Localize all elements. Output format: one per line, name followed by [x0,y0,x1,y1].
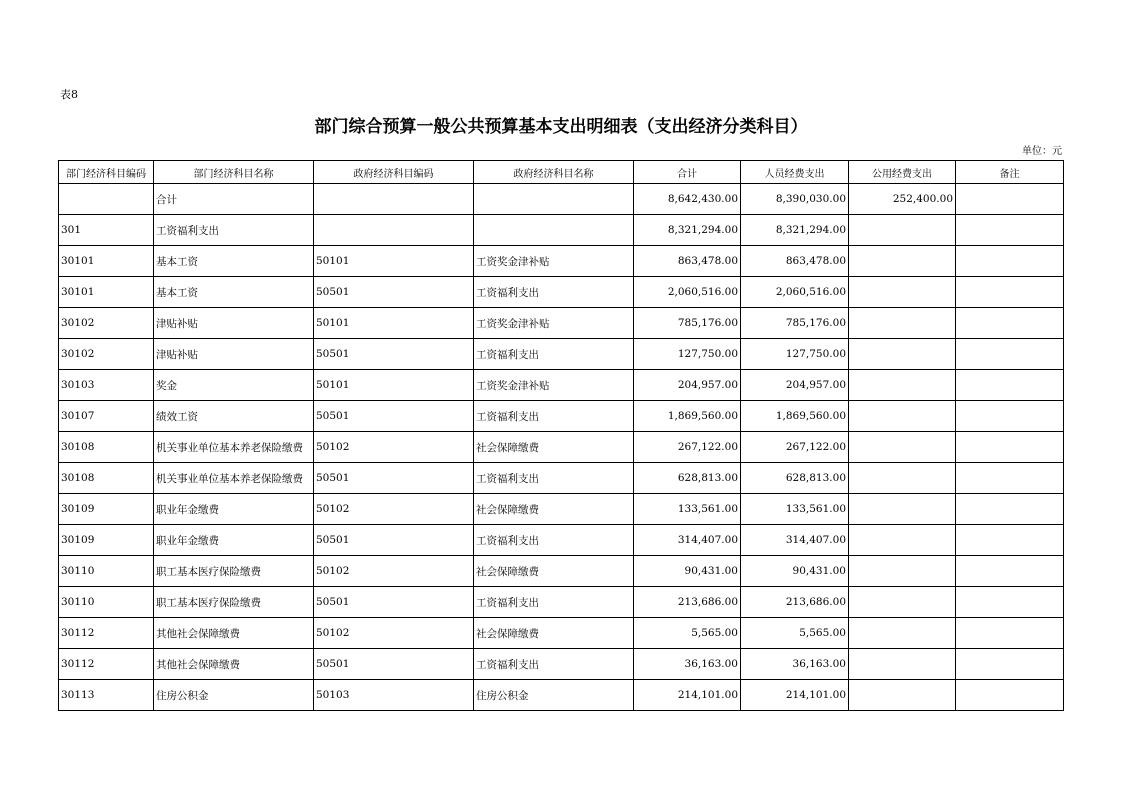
cell-gov-code: 50501 [314,525,474,556]
cell-dept-name: 基本工资 [154,246,314,277]
cell-public [849,587,956,618]
cell-public [849,525,956,556]
cell-dept-code: 30101 [59,246,154,277]
cell-personnel: 5,565.00 [741,618,849,649]
table-row [59,463,1064,494]
cell-gov-name: 工资福利支出 [474,339,634,370]
cell-note [956,246,1064,277]
table-row [59,432,1064,463]
table-row [59,587,1064,618]
cell-dept-name: 基本工资 [154,277,314,308]
col-header-public: 公用经费支出 [849,161,956,184]
table-row [59,680,1064,711]
cell-gov-code: 50501 [314,401,474,432]
cell-gov-code: 50102 [314,494,474,525]
cell-total: 785,176.00 [634,308,741,339]
cell-dept-name: 职工基本医疗保险缴费 [154,556,314,587]
cell-gov-code: 50101 [314,370,474,401]
cell-public [849,277,956,308]
cell-personnel: 204,957.00 [741,370,849,401]
cell-dept-code: 30102 [59,308,154,339]
cell-gov-name: 工资奖金津补贴 [474,370,634,401]
cell-public: 252,400.00 [849,184,956,215]
cell-dept-code: 30110 [59,556,154,587]
cell-total: 314,407.00 [634,525,741,556]
cell-total: 8,321,294.00 [634,215,741,246]
cell-gov-name [474,215,634,246]
cell-dept-code: 301 [59,215,154,246]
cell-dept-name: 奖金 [154,370,314,401]
cell-gov-name: 社会保障缴费 [474,494,634,525]
cell-dept-code: 30109 [59,525,154,556]
table-row [59,370,1064,401]
budget-table [58,160,1064,711]
cell-dept-name: 合计 [154,184,314,215]
cell-note [956,370,1064,401]
cell-public [849,494,956,525]
cell-note [956,463,1064,494]
cell-personnel: 2,060,516.00 [741,277,849,308]
cell-total: 2,060,516.00 [634,277,741,308]
cell-dept-code: 30108 [59,432,154,463]
cell-gov-name: 工资奖金津补贴 [474,308,634,339]
cell-note [956,308,1064,339]
cell-gov-name: 住房公积金 [474,680,634,711]
cell-gov-code: 50101 [314,308,474,339]
page-title: 部门综合预算一般公共预算基本支出明细表（支出经济分类科目） [314,117,808,137]
cell-note [956,184,1064,215]
cell-gov-name: 工资福利支出 [474,401,634,432]
cell-note [956,401,1064,432]
table-label: 表8 [60,88,78,101]
table-row [59,494,1064,525]
cell-gov-name: 工资福利支出 [474,649,634,680]
cell-total: 5,565.00 [634,618,741,649]
cell-total: 1,869,560.00 [634,401,741,432]
col-header-dept-code: 部门经济科目编码 [59,161,154,184]
cell-gov-code [314,184,474,215]
unit-label: 单位：元 [1022,146,1062,157]
cell-total: 213,686.00 [634,587,741,618]
col-header-dept-name: 部门经济科目名称 [154,161,314,184]
table-row [59,525,1064,556]
cell-public [849,339,956,370]
cell-dept-code: 30101 [59,277,154,308]
cell-public [849,308,956,339]
cell-public [849,246,956,277]
cell-public [849,556,956,587]
cell-dept-code: 30110 [59,587,154,618]
cell-note [956,494,1064,525]
table-row [59,618,1064,649]
cell-gov-name [474,184,634,215]
cell-total: 8,642,430.00 [634,184,741,215]
cell-note [956,339,1064,370]
cell-gov-code: 50102 [314,432,474,463]
cell-personnel: 267,122.00 [741,432,849,463]
cell-dept-code: 30112 [59,618,154,649]
cell-personnel: 90,431.00 [741,556,849,587]
cell-total: 133,561.00 [634,494,741,525]
cell-dept-name: 其他社会保障缴费 [154,649,314,680]
cell-dept-code: 30102 [59,339,154,370]
table-row [59,246,1064,277]
cell-gov-code: 50501 [314,277,474,308]
cell-public [849,618,956,649]
cell-total: 36,163.00 [634,649,741,680]
cell-personnel: 628,813.00 [741,463,849,494]
table-row [59,215,1064,246]
cell-dept-code: 30112 [59,649,154,680]
cell-gov-code: 50103 [314,680,474,711]
cell-public [849,215,956,246]
table-row [59,339,1064,370]
cell-dept-code: 30108 [59,463,154,494]
cell-personnel: 314,407.00 [741,525,849,556]
cell-dept-name: 津贴补贴 [154,339,314,370]
cell-dept-name: 其他社会保障缴费 [154,618,314,649]
cell-dept-name: 职业年金缴费 [154,494,314,525]
cell-dept-name: 绩效工资 [154,401,314,432]
cell-note [956,215,1064,246]
cell-gov-code: 50102 [314,618,474,649]
cell-gov-code: 50501 [314,463,474,494]
table-row [59,184,1064,215]
cell-gov-name: 工资福利支出 [474,463,634,494]
cell-total: 267,122.00 [634,432,741,463]
cell-dept-code: 30109 [59,494,154,525]
cell-gov-name: 工资福利支出 [474,587,634,618]
cell-personnel: 214,101.00 [741,680,849,711]
cell-public [849,370,956,401]
cell-gov-name: 工资福利支出 [474,277,634,308]
cell-gov-code: 50501 [314,649,474,680]
cell-total: 90,431.00 [634,556,741,587]
cell-personnel: 785,176.00 [741,308,849,339]
cell-total: 127,750.00 [634,339,741,370]
cell-personnel: 1,869,560.00 [741,401,849,432]
cell-total: 214,101.00 [634,680,741,711]
cell-public [849,463,956,494]
cell-personnel: 8,321,294.00 [741,215,849,246]
cell-total: 863,478.00 [634,246,741,277]
cell-dept-code: 30113 [59,680,154,711]
col-header-gov-name: 政府经济科目名称 [474,161,634,184]
cell-dept-name: 住房公积金 [154,680,314,711]
cell-dept-name: 津贴补贴 [154,308,314,339]
col-header-gov-code: 政府经济科目编码 [314,161,474,184]
cell-personnel: 863,478.00 [741,246,849,277]
col-header-personnel: 人员经费支出 [741,161,849,184]
cell-personnel: 8,390,030.00 [741,184,849,215]
cell-personnel: 133,561.00 [741,494,849,525]
cell-note [956,587,1064,618]
table-row [59,649,1064,680]
cell-note [956,618,1064,649]
col-header-note: 备注 [956,161,1064,184]
cell-gov-code: 50102 [314,556,474,587]
cell-personnel: 127,750.00 [741,339,849,370]
cell-total: 204,957.00 [634,370,741,401]
table-header-row [59,161,1064,184]
cell-gov-name: 工资奖金津补贴 [474,246,634,277]
cell-gov-name: 社会保障缴费 [474,432,634,463]
cell-dept-name: 机关事业单位基本养老保险缴费 [154,432,314,463]
cell-dept-code: 30103 [59,370,154,401]
cell-public [849,649,956,680]
cell-dept-name: 职业年金缴费 [154,525,314,556]
cell-dept-code: 30107 [59,401,154,432]
cell-gov-code: 50501 [314,339,474,370]
table-row [59,556,1064,587]
cell-gov-name: 社会保障缴费 [474,618,634,649]
cell-note [956,649,1064,680]
table-row [59,401,1064,432]
cell-dept-code [59,184,154,215]
cell-note [956,525,1064,556]
cell-gov-name: 工资福利支出 [474,525,634,556]
cell-dept-name: 机关事业单位基本养老保险缴费 [154,463,314,494]
cell-gov-code: 50501 [314,587,474,618]
cell-gov-name: 社会保障缴费 [474,556,634,587]
cell-gov-code [314,215,474,246]
cell-gov-code: 50101 [314,246,474,277]
cell-public [849,401,956,432]
cell-total: 628,813.00 [634,463,741,494]
cell-note [956,432,1064,463]
table-row [59,277,1064,308]
cell-dept-name: 工资福利支出 [154,215,314,246]
cell-public [849,432,956,463]
cell-note [956,680,1064,711]
cell-note [956,556,1064,587]
table-row [59,308,1064,339]
cell-public [849,680,956,711]
cell-dept-name: 职工基本医疗保险缴费 [154,587,314,618]
cell-note [956,277,1064,308]
col-header-total: 合计 [634,161,741,184]
cell-personnel: 36,163.00 [741,649,849,680]
cell-personnel: 213,686.00 [741,587,849,618]
